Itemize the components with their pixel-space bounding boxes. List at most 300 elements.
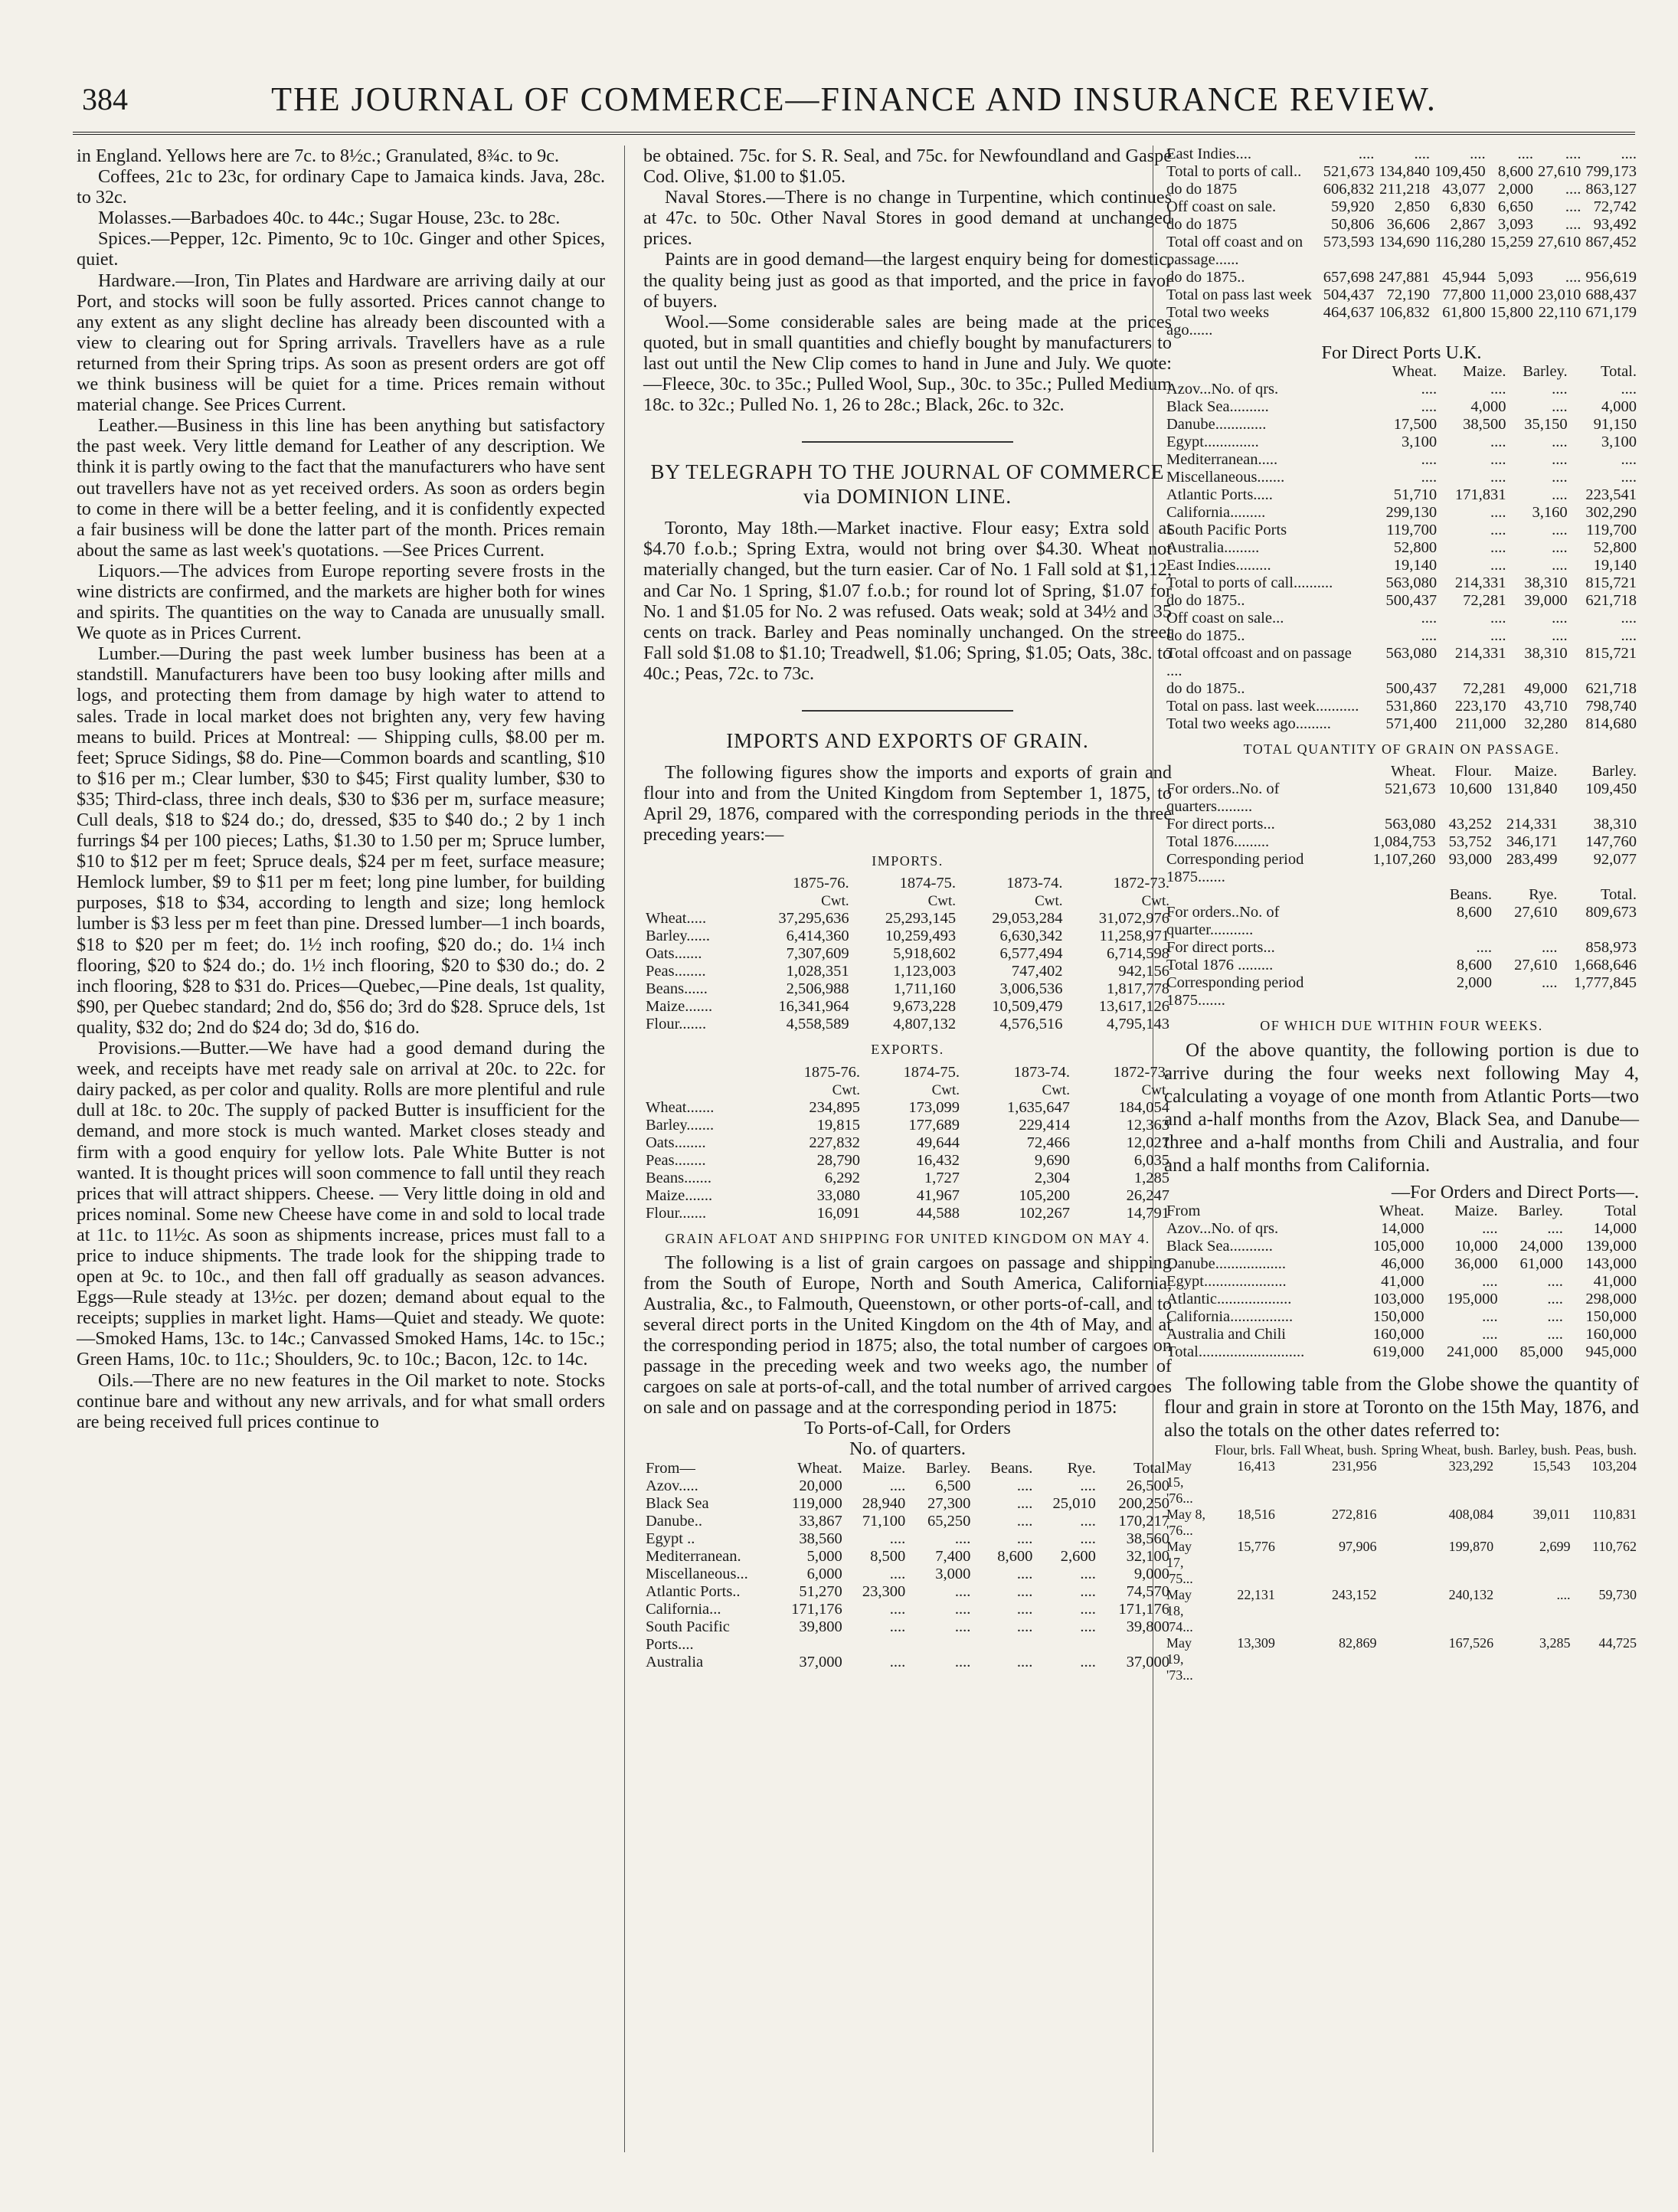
table-cell: 7,400 <box>935 1547 971 1565</box>
table-cell: 229,414 <box>1019 1116 1070 1134</box>
table-cell: .... <box>1421 610 1438 627</box>
table-cell: 240,132 <box>1448 1587 1494 1603</box>
unit-row <box>643 892 1172 910</box>
table-cell: 16,341,964 <box>778 998 849 1016</box>
table-cell: 12,363 <box>1126 1116 1169 1134</box>
column-header <box>1164 886 1359 904</box>
table-row <box>1164 957 1639 974</box>
table-cell: 571,400 <box>1385 715 1438 733</box>
row-label: Danube.. <box>646 1512 703 1530</box>
column-header: Barley, bush. <box>1498 1442 1571 1458</box>
table-cell: .... <box>1080 1477 1096 1494</box>
table-row <box>1164 381 1639 398</box>
row-label: do do 1875 <box>1166 181 1238 198</box>
imports-label: IMPORTS. <box>872 853 944 869</box>
table-cell: 167,526 <box>1448 1635 1494 1651</box>
exports-table <box>643 1064 1172 1222</box>
unit-row <box>643 1081 1172 1099</box>
table-cell: 53,752 <box>1448 833 1492 851</box>
table-cell: 6,630,342 <box>999 928 1063 945</box>
table-cell: 2,699 <box>1539 1539 1571 1555</box>
table-cell: 10,600 <box>1448 780 1492 798</box>
row-label: Egypt.............. <box>1166 434 1259 451</box>
table-cell: 815,721 <box>1585 645 1637 663</box>
table-cell: 8,600 <box>1497 163 1533 180</box>
row-label: Total on pass last week <box>1166 286 1312 303</box>
row-label: Total to ports of call.. <box>1166 163 1302 180</box>
table-row <box>1164 181 1639 198</box>
table-cell: 59,920 <box>1331 198 1375 215</box>
column-header: Maize. <box>1463 363 1506 381</box>
table-cell: .... <box>1490 451 1506 469</box>
table-cell: 6,650 <box>1497 198 1533 215</box>
afloat-intro: The following is a list of grain cargoes on passage and shipping from the South of Europe, North and South America, California, Australia, &c., to Falmouth, Queenstown, or other ports-of-call, and to several direct ports in the United Kingdom on the 4th of May, and at the corresponding period in 1875; also, the total number of cargoes on passage in the preceding week and two weeks ago, the number of cargoes on sale at ports-of-call, and the total number of arrived cargoes on sale and on passage and at the corresponding period in 1875: <box>643 1252 1172 1418</box>
table-cell: 231,956 <box>1332 1458 1377 1474</box>
column-header: Maize. <box>862 1459 906 1477</box>
table-cell: 657,698 <box>1323 269 1375 286</box>
table-cell: .... <box>1547 1326 1563 1343</box>
row-label: California......... <box>1166 504 1266 522</box>
table-row <box>1164 286 1639 304</box>
table-cell: 110,762 <box>1592 1539 1637 1555</box>
article-paragraph: Oils.—There are no new features in the Oil market to note. Stocks continue bare and without any new arrivals, and for what small orders are being received full prices continue to <box>77 1369 605 1432</box>
column-header: Maize. <box>1454 1203 1498 1220</box>
table-cell: .... <box>889 1600 906 1618</box>
table-cell: 171,831 <box>1454 486 1506 504</box>
table-cell: .... <box>1621 146 1637 162</box>
table-cell: .... <box>1080 1653 1096 1670</box>
table-cell: 3,100 <box>1601 434 1637 451</box>
table-cell: 38,310 <box>1524 574 1568 592</box>
table-cell: 41,967 <box>916 1186 960 1204</box>
table-cell: .... <box>1547 1291 1563 1308</box>
table-row <box>1164 504 1639 522</box>
table-row <box>1164 557 1639 574</box>
table-cell <box>1359 974 1438 1009</box>
row-label: South Pacific Ports <box>1166 522 1287 539</box>
table-cell: 65,250 <box>927 1512 971 1530</box>
table-cell: 10,509,479 <box>992 998 1063 1016</box>
table-cell: 72,190 <box>1386 286 1430 303</box>
table-cell: 619,000 <box>1372 1343 1425 1361</box>
column-header: Peas, bush. <box>1575 1442 1637 1458</box>
table-cell: 52,800 <box>1593 539 1637 557</box>
row-label: East Indies.... <box>1166 146 1252 162</box>
table-cell: 5,000 <box>806 1547 842 1565</box>
table-row <box>1164 234 1639 269</box>
table-cell: 77,800 <box>1442 286 1486 303</box>
year-header: 1874-75. <box>899 875 957 892</box>
unit-label: Cwt. <box>927 893 957 910</box>
article-paragraph: Coffees, 21c to 23c, for ordinary Cape to Jamaica kinds. Java, 28c. to 32c. <box>77 166 605 208</box>
grain-heading: IMPORTS AND EXPORTS OF GRAIN. <box>726 728 1089 752</box>
table-cell: 223,170 <box>1454 698 1506 715</box>
table-row <box>1164 698 1639 715</box>
table-cell: 119,000 <box>791 1494 842 1512</box>
article-paragraph: Spices.—Pepper, 12c. Pimento, 9c to 10c. Ginger and other Spices, quiet. <box>77 228 605 270</box>
table-cell: 211,000 <box>1455 715 1506 733</box>
table-cell: .... <box>1470 146 1486 162</box>
row-label: Corresponding period 1875....... <box>1166 851 1304 886</box>
page-number: 384 <box>82 82 128 116</box>
table-cell: 27,610 <box>1538 163 1582 180</box>
row-label: Total 1876......... <box>1166 833 1270 851</box>
table-cell: 72,466 <box>1026 1134 1070 1151</box>
column-header: Barley. <box>1518 1203 1563 1220</box>
column-header: Beans. <box>990 1459 1033 1477</box>
table-header-row <box>1164 1203 1639 1220</box>
table-cell: 25,293,145 <box>885 910 957 928</box>
table-cell: 1,777,845 <box>1574 974 1637 992</box>
row-label: Peas........ <box>646 1151 706 1169</box>
table-row <box>1164 1507 1639 1539</box>
unit-label: Cwt. <box>931 1081 960 1098</box>
table-cell: 6,830 <box>1450 198 1486 215</box>
table-cell: 4,807,132 <box>893 1016 957 1033</box>
article-paragraph: in England. Yellows here are 7c. to 8½c.; Granulated, 8¾c. to 9c. <box>77 146 560 166</box>
table-cell: .... <box>1621 610 1637 627</box>
table-cell: .... <box>1016 1494 1033 1512</box>
table-cell: 23,300 <box>862 1582 906 1600</box>
table-cell: .... <box>1490 539 1506 557</box>
table-cell: 43,077 <box>1442 181 1486 198</box>
table-cell: 234,895 <box>809 1098 861 1116</box>
article-paragraph: Lumber.—During the past week lumber business has been at a standstill. Manufacturers have been too busy looking after mills and logs, and protecting them from damage by high water to attend to sales. Trade in local market does not brighten any, very few having means to build. Prices at Montreal: — Shipping culls, $8.00 per m. feet; Spruce Sidings, $8 do. Pine—Common boards and scantling, $10 to $16 per m.; Clear lumber, $30 to $45; First quality lumber, $30 to $35; Third-class, three inch deals, $30 to $36 per m, surface measure; Cull deals, $18 to $24 do.; do, dressed, $35 to $40 do.; 2 by 1 inch furrings $4 per 100 pieces; Laths, $1.30 to 1.50 per m; Spruce lumber, $10 to $12 per m feet; Spruce deals, $24 per m feet, surface measure; Hemlock lumber, $9 to $11 per m feet; long pine lumber, for building purposes, $18 to $34, according to length and size; long hemlock lumber is $3 less per m feet than pine. Dressed lumber—1 inch boards, $18 to $20 per m feet; do. 1½ inch roofing, $20 do.; do. 1¼ inch flooring, $20 to $24 do.; do. 1½ inch flooring, $20 to $30 do.; do. 2 inch flooring, $28 to $31 do. Prices—Quebec,—Pine deals, 1st quality, $90, per Quebec standard; 2nd do, $56 do; 3rd do $28. Spruce dels, 1st quality, $32 do; 2nd do $24 do; 3d do, $16 do. <box>77 643 605 1038</box>
table-cell: 33,080 <box>816 1186 861 1204</box>
table-cell: 3,006,536 <box>999 980 1063 998</box>
table-cell: 6,000 <box>806 1565 842 1582</box>
table-cell: 160,000 <box>1372 1326 1425 1343</box>
telegraph-heading: BY TELEGRAPH TO THE JOURNAL OF COMMERCE via DOMINION LINE. <box>650 460 1165 509</box>
table-cell: 26,247 <box>1126 1186 1169 1204</box>
table-row <box>1164 1273 1639 1291</box>
table-cell: 150,000 <box>1372 1308 1425 1326</box>
table-cell: 59,730 <box>1598 1587 1637 1603</box>
table-row <box>1164 522 1639 539</box>
table-cell: 500,437 <box>1385 592 1438 610</box>
table-cell: 22,110 <box>1538 304 1582 321</box>
row-label: Total two weeks ago...... <box>1166 304 1270 339</box>
row-label: Black Sea........... <box>1166 1238 1273 1255</box>
table-cell: 814,680 <box>1585 715 1637 733</box>
table-cell: 504,437 <box>1323 286 1375 303</box>
table-header-row <box>1164 363 1639 381</box>
table-cell: 671,179 <box>1585 304 1637 321</box>
column-header: Rye. <box>1529 886 1558 904</box>
table-cell: .... <box>1080 1600 1096 1618</box>
table-cell: 1,084,753 <box>1372 833 1436 851</box>
table-row <box>1164 833 1639 851</box>
table-row <box>643 998 1172 1016</box>
ports-of-call-table <box>643 1460 1172 1671</box>
column-header: Barley. <box>925 1459 971 1477</box>
table-row <box>643 1566 1172 1583</box>
row-label: Flour....... <box>646 1204 707 1222</box>
unit-label: Cwt. <box>1141 893 1169 910</box>
column-header <box>1164 1442 1212 1458</box>
column-header: Barley. <box>1523 363 1568 381</box>
table-cell: 2,304 <box>1034 1169 1070 1186</box>
header-rule <box>73 132 1635 135</box>
table-row <box>643 1170 1172 1187</box>
unit-label: Cwt. <box>821 893 849 910</box>
row-label: do do 1875 <box>1166 216 1238 233</box>
table-cell: 51,270 <box>799 1582 842 1600</box>
table-cell: 956,619 <box>1585 269 1637 286</box>
table-cell: 39,800 <box>1126 1618 1169 1635</box>
table-row <box>1164 851 1639 886</box>
table-cell: 131,840 <box>1506 780 1558 798</box>
table-cell: 200,250 <box>1118 1494 1169 1512</box>
table-cell: 4,000 <box>1470 398 1506 416</box>
table-cell: .... <box>1552 451 1568 469</box>
due-paragraph: Of the above quantity, the following portion is due to arrive during the four weeks next following May 4, calculating a voyage of one month from Atlantic Ports—two and a-half months from the Azov, Black Sea, and Danube—three and a-half months from Chili and Australia, and four and a half months from California. <box>1164 1040 1639 1176</box>
table-row <box>1164 610 1639 627</box>
table-cell: 863,127 <box>1585 181 1637 198</box>
table-row <box>1164 1238 1639 1255</box>
table-cell: .... <box>1016 1653 1033 1670</box>
table-row <box>643 1187 1172 1205</box>
table-cell: .... <box>954 1530 971 1547</box>
row-label: Atlantic Ports..... <box>1166 486 1273 504</box>
row-label: May 18, '74... <box>1166 1587 1193 1635</box>
table-row <box>1164 680 1639 698</box>
column-header: Flour. <box>1454 763 1492 780</box>
table-cell: 103,204 <box>1591 1458 1637 1474</box>
table-cell: .... <box>1016 1600 1033 1618</box>
table-cell: 171,176 <box>791 1600 842 1618</box>
table-cell: 33,867 <box>799 1512 842 1530</box>
table-row <box>643 1099 1172 1117</box>
table-cell: .... <box>1016 1618 1033 1635</box>
table-cell: 171,176 <box>1118 1600 1169 1618</box>
table-row <box>1164 1220 1639 1238</box>
unit-label: Cwt. <box>1042 1081 1070 1098</box>
table-cell: 867,452 <box>1585 234 1637 250</box>
table-cell: 6,035 <box>1133 1151 1169 1169</box>
table-cell: .... <box>1482 1220 1498 1238</box>
column-header <box>1164 763 1359 780</box>
column-header: Wheat. <box>797 1459 842 1477</box>
row-label: May 15, '76... <box>1166 1458 1193 1507</box>
table-cell: 32,280 <box>1524 715 1568 733</box>
table-cell: 4,795,143 <box>1107 1016 1169 1033</box>
table-cell: 45,944 <box>1442 269 1486 286</box>
direct-ports-title: For Direct Ports U.K. <box>1321 342 1482 363</box>
table-header-row <box>1164 886 1639 904</box>
due-title: OF WHICH DUE WITHIN FOUR WEEKS. <box>1260 1018 1543 1034</box>
row-label: do do 1875.. <box>1166 592 1245 610</box>
page-header <box>73 77 1635 123</box>
table-cell: 43,252 <box>1448 816 1492 833</box>
table-cell: 15,800 <box>1490 304 1533 321</box>
row-label: Mediterranean. <box>646 1547 741 1565</box>
table-cell: .... <box>1552 398 1568 416</box>
table-cell: 199,870 <box>1448 1539 1494 1555</box>
row-label: Corresponding period 1875....... <box>1166 974 1304 1009</box>
table-cell: .... <box>1421 451 1438 469</box>
table-cell: 92,077 <box>1593 851 1637 869</box>
table-cell: 72,281 <box>1463 592 1506 610</box>
table-row <box>1164 1291 1639 1308</box>
row-label: Miscellaneous... <box>646 1565 748 1582</box>
table-cell: 139,000 <box>1585 1238 1637 1255</box>
table-cell: .... <box>1621 451 1637 469</box>
table-cell: 2,000 <box>1497 181 1533 198</box>
table-cell: 6,500 <box>935 1477 971 1494</box>
row-label: Total to ports of call.......... <box>1166 574 1333 592</box>
row-label: South Pacific Ports.... <box>646 1618 730 1653</box>
table-cell: 2,867 <box>1450 216 1486 233</box>
table-cell: 621,718 <box>1585 680 1637 698</box>
table-cell: .... <box>954 1653 971 1670</box>
row-label: Off coast on sale... <box>1166 610 1284 627</box>
table-row <box>1164 146 1639 163</box>
article-paragraph: Molasses.—Barbadoes 40c. to 44c.; Sugar House, 23c. to 28c. <box>98 208 561 229</box>
table-cell: 3,093 <box>1497 216 1533 233</box>
table-cell: .... <box>1547 1273 1563 1291</box>
table-row <box>1164 904 1639 939</box>
row-label: Total on pass. last week........... <box>1166 698 1359 715</box>
table-cell: .... <box>1358 146 1375 162</box>
row-label: Mediterranean..... <box>1166 451 1278 469</box>
row-label: Maize....... <box>646 998 713 1016</box>
table-cell: .... <box>1080 1530 1096 1547</box>
table-cell: .... <box>1080 1565 1096 1582</box>
table-cell: .... <box>1565 269 1582 286</box>
table-cell: 12,027 <box>1126 1134 1169 1151</box>
row-label: Azov...No. of qrs. <box>1166 1220 1279 1238</box>
table-cell <box>1359 939 1438 957</box>
table-cell: 247,881 <box>1379 269 1430 286</box>
table-row <box>1164 486 1639 504</box>
row-label: Maize....... <box>646 1186 713 1204</box>
table-cell: 93,000 <box>1448 851 1492 869</box>
table-cell: 119,700 <box>1586 522 1637 539</box>
table-cell: 37,000 <box>799 1653 842 1670</box>
row-label: Atlantic................... <box>1166 1291 1292 1308</box>
table-cell: 1,711,160 <box>893 980 957 998</box>
direct-ports-table <box>1164 363 1639 733</box>
row-label: Total offcoast and on passage .... <box>1166 645 1352 680</box>
article-paragraph: Wool.—Some considerable sales are being made at the prices quoted, but in small quantities and chiefly bought by manufacturers to last out until the New Clip comes to hand in June and July. We quote:—Fleece, 30c. to 35c.; Pulled Wool, Sup., 30c. to 35c.; Pulled Medium 18c. to 32c.; Pulled No. 1, 26 to 28c.; Black, 26c. to 32c. <box>643 311 1172 416</box>
column-header: Beans. <box>1449 886 1492 904</box>
table-row <box>1164 1308 1639 1326</box>
table-row <box>643 1152 1172 1170</box>
table-row <box>643 945 1172 963</box>
table-cell: .... <box>1414 146 1430 162</box>
table-cell: 27,610 <box>1538 234 1582 250</box>
table-cell <box>1359 957 1438 974</box>
table-cell: .... <box>1080 1512 1096 1530</box>
table-row <box>1164 939 1639 957</box>
table-cell: .... <box>889 1530 906 1547</box>
table-cell: 36,000 <box>1454 1255 1498 1273</box>
telegraph-report: Toronto, May 18th.—Market inactive. Flour easy; Extra sold at $4.70 f.o.b.; Spring Extra, would not bring over $4.30. Wheat not materially changed, but the turn easier. Car of No. 1 Fall sold at $1,12, and Car No. 1 Spring, $1.07 f.o.b.; for round lot of Spring, $1.07 for No. 1 and $1.05 for No. 2 was refused. Oats weak; sold at 34½ and 35 cents on track. Barley and Peas nominally unchanged. On the street Fall sold $1.08 to $1.10; Treadwell, $1.06; Spring, $1.05; Oats, 38c. to 40c.; Peas, 72c. to 73c. <box>643 518 1172 684</box>
table-row <box>1164 1343 1639 1361</box>
table-cell: .... <box>1552 469 1568 486</box>
table-cell: .... <box>1565 181 1582 198</box>
table-cell: 15,543 <box>1532 1458 1571 1474</box>
table-cell: 942,156 <box>1118 963 1169 980</box>
table-row <box>1164 416 1639 434</box>
table-cell: 72,742 <box>1593 198 1637 215</box>
table-header-row <box>643 1460 1172 1477</box>
row-label: Off coast on sale. <box>1166 198 1277 215</box>
table-cell: .... <box>1552 522 1568 539</box>
table-cell: 8,600 <box>1456 957 1492 974</box>
table-row <box>1164 269 1639 286</box>
table-row <box>1164 816 1639 833</box>
table-cell: 160,000 <box>1585 1326 1637 1343</box>
row-label: For orders..No. of quarters......... <box>1166 780 1280 816</box>
table-cell: 10,259,493 <box>885 928 957 945</box>
table-header-row <box>1164 763 1639 780</box>
table-cell: .... <box>1490 610 1506 627</box>
table-row <box>643 1117 1172 1134</box>
column-header: From <box>1166 1203 1201 1220</box>
row-label: Beans...... <box>646 980 708 998</box>
table-cell: .... <box>1565 198 1582 215</box>
table-cell: 20,000 <box>799 1477 842 1494</box>
row-label: Barley...... <box>646 928 711 945</box>
table-row <box>643 910 1172 928</box>
table-cell: 13,309 <box>1237 1635 1275 1651</box>
article-paragraph: Liquors.—The advices from Europe reporting severe frosts in the wine districts are confirmed, and the markets are higher both for wines and spirits. The quantities on the way to Canada are unusually small. We quote as in Prices Current. <box>77 560 605 644</box>
table-cell: 110,831 <box>1592 1507 1637 1523</box>
section-rule <box>802 441 1013 443</box>
column-3 <box>1164 146 1639 1684</box>
column-header: Rye. <box>1067 1459 1096 1477</box>
table-row <box>1164 163 1639 181</box>
table-cell: 6,577,494 <box>999 945 1063 963</box>
table-cell: .... <box>1490 434 1506 451</box>
table-row <box>1164 645 1639 680</box>
row-label: do do 1875.. <box>1166 269 1245 286</box>
unit-label: Cwt. <box>832 1081 861 1098</box>
table-cell: 1,028,351 <box>786 963 849 980</box>
table-cell: 61,800 <box>1442 304 1486 321</box>
table-cell: .... <box>1517 146 1533 162</box>
row-label: Australia......... <box>1166 539 1260 557</box>
table-cell: 241,000 <box>1446 1343 1498 1361</box>
table-cell: 43,710 <box>1524 698 1568 715</box>
row-label: Peas........ <box>646 963 706 980</box>
table-cell: 563,080 <box>1385 574 1438 592</box>
table-row <box>1164 627 1639 645</box>
column-2 <box>643 146 1172 1671</box>
table-cell: 97,906 <box>1339 1539 1377 1555</box>
table-cell: .... <box>1552 610 1568 627</box>
table-cell: .... <box>1490 469 1506 486</box>
table-cell: 27,300 <box>927 1494 971 1512</box>
table-cell: 46,000 <box>1381 1255 1425 1273</box>
table-cell: 408,084 <box>1448 1507 1494 1523</box>
table-cell: 1,668,646 <box>1574 957 1637 974</box>
column-header: Barley. <box>1591 763 1637 780</box>
table-cell: 22,131 <box>1237 1587 1275 1603</box>
globe-paragraph: The following table from the Globe showe the quantity of flour and grain in store at Toronto on the 15th May, 1876, and also the totals on the other dates referred to: <box>1164 1374 1639 1441</box>
table-cell: 38,560 <box>799 1530 842 1547</box>
table-cell: 16,413 <box>1237 1458 1275 1474</box>
table-cell: 103,000 <box>1372 1291 1425 1308</box>
ports-totals-table <box>1164 146 1639 339</box>
table-row <box>1164 451 1639 469</box>
due-table-subtitle: —For Orders and Direct Ports—. <box>1391 1182 1639 1203</box>
row-label: Black Sea <box>646 1494 709 1512</box>
table-cell: 195,000 <box>1446 1291 1498 1308</box>
table-cell: 4,000 <box>1601 398 1637 416</box>
